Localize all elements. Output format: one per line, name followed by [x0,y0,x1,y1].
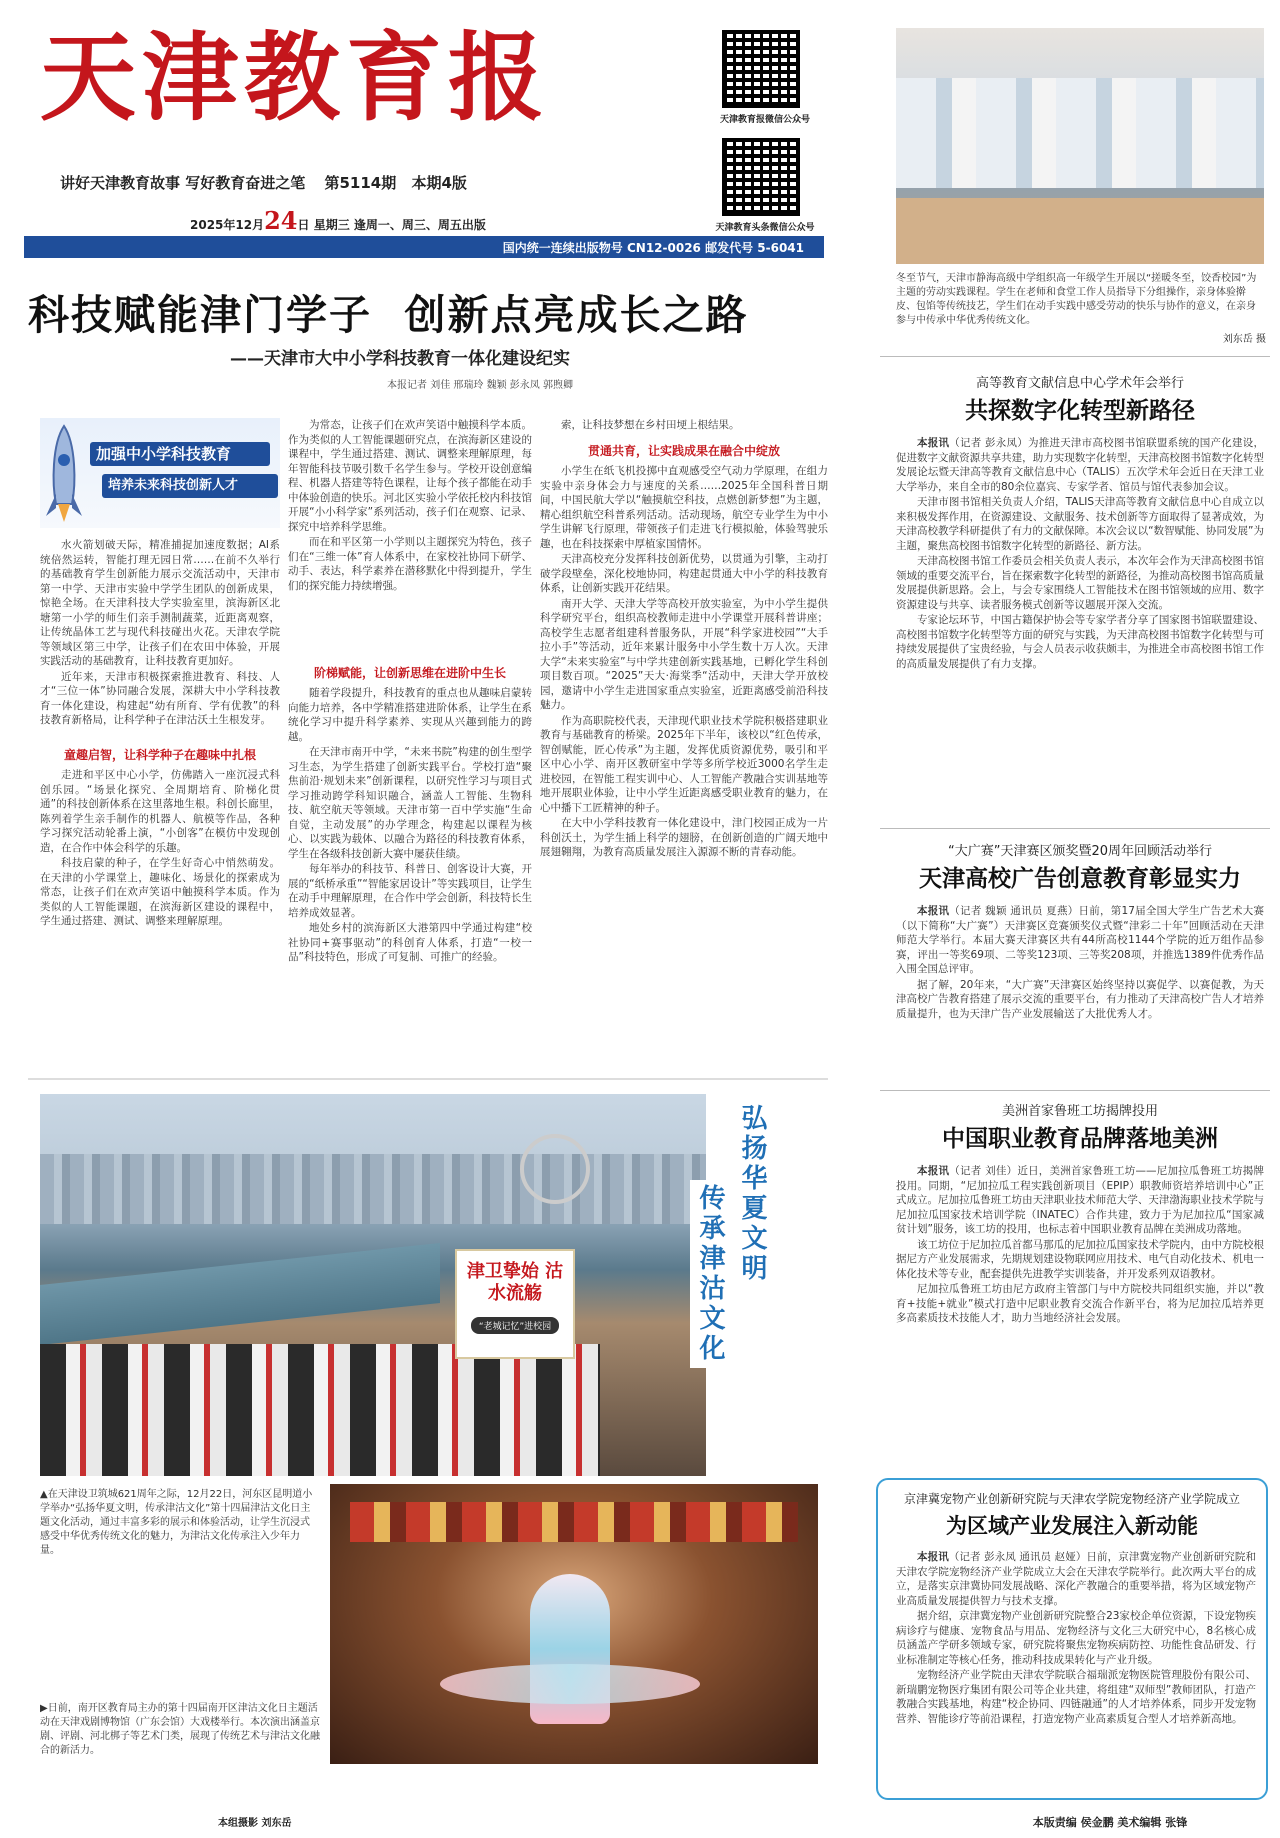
badge-line-1: 加强中小学科技教育 [90,442,270,466]
article3-headline: 中国职业教育品牌落地美洲 [942,1126,1218,1152]
masthead-title: 天津教育报 [40,21,550,134]
article2-headline: 天津高校广告创意教育彰显实力 [919,866,1241,892]
photo-wheel [520,1134,590,1204]
masthead-slogan-line [60,172,700,193]
lead-headline: 科技赋能津门学子 创新点亮成长之路 [28,291,749,339]
date-day: 24 [264,206,298,235]
right-divider-1 [880,356,1270,357]
photo-skyline [40,1154,706,1224]
right-divider-3 [880,1090,1270,1091]
photo-students-row [896,78,1264,188]
article2-kicker: “大广赛”天津赛区颁奖暨20周年回顾活动举行 [947,844,1212,859]
top-photo-credit: 刘东岳 摄 [1222,334,1266,345]
photo-credit: 本组摄影 刘东岳 [218,1818,292,1829]
photo-sign-title: 津卫挚始 沽水流觞 [466,1261,564,1304]
page-footer-editors: 本版责编 侯金鹏 美术编辑 张锋 [1032,1816,1188,1829]
photo-table [896,198,1264,264]
badge-line-2: 培养未来科技创新人才 [102,474,278,498]
photo-dumpling-class[interactable] [896,28,1264,264]
right-divider-2 [880,828,1270,829]
registration-bar: 国内统一连续出版物号 CN12-0026 邮发代号 5-6041 [24,236,824,258]
vertical-title-1: 弘扬华夏文明 [737,1104,767,1284]
lead-column-3b: 小学生在纸飞机投掷中直观感受空气动力学原理，在组力实验中亲身体会力与速度的关系……2025年全国科普日期间，中国民航大学以“触摸航空科技，点燃创新梦想”为主题，精心组织航空科普系列活动。活动现场，航空专业学生为中小学生讲解飞行原理，带领孩子们走进飞行模拟舱，体验驾驶乐趣，也在科技探索中厚植家国情怀。 天津高校充分发挥科技创新优势，以贯通为引擎，主动打破学段壁垒，深化校地协同，构建起贯通大中小学的科技教育体系，让创新实践开花结果。 南开大学、天津大学等高校开放实验室，为中小学生提供科学研究平台，组织高校教师走进中小学课堂开展科普讲座；高校学生志愿者组建科普服务队，开展“科学家进校园”“大手拉小手”等活动，近年来累计服务中小学生数十万人次。天津大学“未来实验室”与中学共建创新实践基地，已孵化学生科创项目数百项。“2025”天大·海棠季“活动中，天津大学开放校园，邀请中小学生走进国家重点实验室，近距离感受前沿科技魅力。 作为高职院校代表，天津现代职业技术学院积极搭建职业教育与基础教育的桥梁。2025年下半年，该校以“红色传承，智创赋能，匠心传承”为主题，发挥优质资源优势，吸引和平区中心小学、南开区教研室中学等多所学校近3000名学生走进校园，在智能工程实训中心、人工智能产教融合实训基地等地开展职业体验，让中小学生近距离感受职业教育的魅力，在心中播下工匠精神的种子。 在大中小学科技教育一体化建设中，津门校园正成为一片科创沃土，为学生插上科学的翅膀，在创新创造的广阔天地中展翅翱翔，为教育高质量发展注入源源不断的青春动能。 [540,465,828,858]
article3-kicker: 美洲首家鲁班工坊揭牌投用 [1001,1104,1158,1119]
article3-body: 本报讯（记者 刘佳）近日，美洲首家鲁班工坊——尼加拉瓜鲁班工坊揭牌投用。同期，“尼加拉瓜工程实践创新项目（EPIP）职教师资培养培训中心”正式成立。尼加拉瓜鲁班工坊由天津职业技术师范大学、天津渤海职业技术学院与尼加拉瓜国家技术培训学院（INATEC）合作共建，致力于为尼加拉瓜“国家减贫计划”服务，该工坊的投用，也标志着中国职业教育品牌在美洲成功落地。 该工坊位于尼加拉瓜首都马那瓜的尼加拉瓜国家技术学院内，由中方院校根据尼方产业发展需求，先期规划建设物联网应用技术、电气自动化技术、机电一体化技术等专业，配套提供先进教学实训装备，并开发系列双语教材。 尼加拉瓜鲁班工坊由尼方政府主管部门与中方院校共同组织实施，并以“教育+技能+就业”模式打造中尼职业教育交流合作新平台，将为尼加拉瓜培养更多高素质技术技能人才，助力当地经济社会发展。 [896,1165,1264,1324]
qr-label-toutiao: 天津教育头条微信公众号 [715,223,815,233]
article2-body: 本报讯（记者 魏颖 通讯员 夏燕）日前，第17届全国大学生广告艺术大赛（以下简称“大广赛”）天津赛区竞赛颁奖仪式暨“津彩二十年”回顾活动在天津师范大学举行。本届大赛天津赛区共有44所高校1144个学院的近万组作品参赛，评出一等奖69项、二等奖123项、三等奖208项，并推选1389件优秀作品入围全国总评审。 据了解，20年来，“大广赛”天津赛区始终坚持以赛促学、以赛促教，为天津高校广告教育搭建了展示交流的重要平台，有力推动了天津高校广告人才培养质量提升，也为天津广告产业发展输送了大批优秀人才。 [896,905,1264,1020]
lead-badge-illustration [40,418,280,528]
lead-byline: 本报记者 刘佳 邢瑞玲 魏颖 彭永凤 郭煦卿 [387,380,573,391]
photo-cityscape-event[interactable] [40,1094,706,1476]
article4-headline: 为区域产业发展注入新动能 [946,1514,1198,1538]
photo-stage-lanterns [350,1502,798,1542]
photo-sign [455,1249,575,1359]
qr-code-toutiao[interactable] [722,138,800,216]
lead-subhead-2: 阶梯赋能，让创新思维在进阶中生长 [313,666,506,680]
photo-river [40,1243,440,1345]
photo-caption-2: ▶日前，南开区教育局主办的第十四届南开区津沽文化日主题活动在天津戏剧博物馆（广东会馆）大戏楼举行。本次演出涵盖京剧、评剧、河北梆子等艺术门类，展现了传统艺术与津沽文化融合的新活力。 [40,1703,320,1756]
masthead-slogan: 讲好天津教育故事 写好教育奋进之笔 [60,174,306,192]
lead-column-2: 为常态，让孩子们在欢声笑语中触摸科学本质。作为类似的人工智能课题研究点，在滨海新区建设的课程中，学生通过搭建、测试、调整来理解原理，每年智能科技节吸引数千名学生参与。学校开设创意编程、机器人搭建等特色课程，让每个孩子都能在动手中体验创造的快乐。河北区实验小学依托校内科技馆开展“小小科学家”系列活动，孩子们在观察、记录、探究中培养科学思维。 而在和平区第一小学则以主题探究为特色，孩子们在“三维一体”育人体系中，在家校社协同下研学、动手、表达，科学素养在潜移默化中得到提升，学生们的探究能力持续增强。 [288,419,532,592]
vertical-title-2-visible: 传承津沽文化 [690,1180,731,1368]
photo-sleeves [440,1664,700,1704]
lead-subtitle: ——天津市大中小学科技教育一体化建设纪实 [230,349,570,369]
lead-subhead-3: 贯通共育，让实践成果在融合中绽放 [587,444,780,458]
lead-column-2b: 随着学段提升，科技教育的重点也从趣味启蒙转向能力培养，各中学精准搭建进阶体系，让学生在系统化学习中提升科学素养、实现从兴趣到能力的跨越。 在天津市南开中学，“未来书院”构建的创生型学习生态，为学生搭建了创新实践平台。学校打造“聚焦前沿·规划未来”创新课程，以研究性学习与项目式学习推动跨学科知识融合，涵盖人工智能、生物科技、航空航天等领域。天津市第一百中学实施“生命自觉，主动发展”的办学理念，构建起以课程为核心、以实践为载体、以融合为路径的科技教育体系，学生在各级科技创新大赛中屡获佳绩。 每年举办的科技节、科普日、创客设计大赛，开展的“纸桥承重”“智能家居设计”等实践项目，让学生在动手中理解原理，在合作中学会创新，科技特长生培养成效显著。 地处乡村的滨海新区大港第四中学通过构建“校社协同+赛事驱动”的科创育人体系，打造“一校一品”科技特色，形成了可复制、可推广的经验。 [288,687,532,963]
rocket-icon [44,424,84,524]
top-photo-caption: 冬至节气，天津市静海高级中学组织高一年级学生开展以“搓暖冬至，饺香校园”为主题的劳动实践课程。学生在老师和食堂工作人员指导下分组操作，亲身体验擀皮、包馅等传统技艺，学生们在动手实践中感受劳动的快乐与协作的意义，在亲身参与中传承中华优秀传统文化。 [896,273,1257,326]
photo-opera-stage[interactable] [330,1484,818,1764]
lead-column-1b: 走进和平区中心小学，仿佛踏入一座沉浸式科创乐园。“场景化探究、全周期培育、阶梯化贯通”的科技创新体系在这里落地生根。科创长廊里，陈列着学生亲手制作的机器人、航模等作品，各种学习探究活动轮番上演，“小创客”在模仿中发现创造，在合作中体会科学的乐趣。 科技启蒙的种子，在学生好奇心中悄然萌发。在天津的小学课堂上，趣味化、场景化的探索成为常态，让孩子们在欢声笑语中触摸科学本质。作为类似的人工智能课题，在滨海新区建设的课程中，学生通过搭建、测试、调整来理解原理。 [40,769,280,927]
qr-code-wechat[interactable] [722,30,800,108]
lead-column-3: 索，让科技梦想在乡村田埂上根结果。 [561,419,740,431]
masthead-date: 2025年12月24日 星期三 逢周一、周三、周五出版 [190,206,486,235]
article4-kicker: 京津冀宠物产业创新研究院与天津农学院宠物经济产业学院成立 [903,1492,1240,1506]
photo-caption-1: ▲在天津设卫筑城621周年之际，12月22日，河东区昆明道小学举办“弘扬华夏文明，传承津沽文化”第十四届津沽文化日主题文化活动，通过丰富多彩的展示和体验活动，让学生沉浸式感受中华优秀传统文化的魅力，为津沽文化传承注入少年力量。 [40,1489,313,1556]
issue-number: 第5114期 [324,174,397,192]
photo-students-group [40,1344,600,1476]
article1-kicker: 高等教育文献信息中心学术年会举行 [975,376,1184,391]
photo-sign-subtitle: “老城记忆”进校园 [471,1317,559,1334]
article4-body: 本报讯（记者 彭永凤 通讯员 赵娅）日前，京津冀宠物产业创新研究院和天津农学院宠物经济产业学院成立大会在天津农学院举行。此次两大平台的成立，是落实京津冀协同发展战略、深化产教融合的重要举措，将为区域宠物产业高质量发展提供智力与技术支撑。 据介绍，京津冀宠物产业创新研究院整合23家校企单位资源，下设宠物疾病诊疗与健康、宠物食品与用品、宠物经济与文化三大研究中心，8名核心成员涵盖产学研多领域专家，研究院将聚焦宠物疾病防控、功能性食品研发、行业标准制定等核心任务，推动科技成果转化与产业升级。 宠物经济产业学院由天津农学院联合福瑞派宠物医院管理股份有限公司、新瑞鹏宠物医疗集团有限公司等企业共建，将组建“双师型”教师团队，打造产教融合实践基地，构建“校企协同、四链融通”的人才培养体系，同步开发宠物营养、智能诊疗等前沿课程，打造宠物产业高素质复合型人才培养新高地。 [896,1551,1256,1725]
lead-subhead-1: 童趣启智，让科学种子在趣味中扎根 [63,748,256,762]
qr-label-wechat: 天津教育报微信公众号 [719,115,810,125]
page-count: 本期4版 [411,174,467,192]
article1-headline: 共探数字化转型新路径 [965,398,1195,424]
article1-body: 本报讯（记者 彭永凤）为推进天津市高校图书馆联盟系统的国产化建设，促进数字文献资源共享共建，助力实现数字化转型，天津高校图书馆数字化转型发展论坛暨天津高等教育文献信息中心（TALIS）五次学术年会近日在天津工业大学举办，来自全市的80余位嘉宾、专家学者、馆员与馆代表参加会议。 天津市图书馆相关负责人介绍，TALIS天津高等教育文献信息中心自成立以来积极发挥作用，在资源建设、文献服务、技术创新等方面取得了显著成效，为天津高校教学科研提供了有力的文献保障。本次会议以“数智赋能、协同发展”为主题，聚焦高校图书馆数字化转型的新路径、新方法。 天津高校图书馆工作委员会相关负责人表示，本次年会作为天津高校图书馆领域的重要交流平台，旨在探索数字化转型的新路径，为推动高校图书馆高质量发展提供新思路。会上，与会专家围绕人工智能技术在图书馆领域的应用、数字资源建设与共享、读者服务模式创新等议题展开深入交流。 专家论坛环节，中国古籍保护协会等专家学者分享了国家图书馆联盟建设、高校图书馆数字化转型等方面的研究与实践，为天津高校图书馆数字化转型与可持续发展提供了宝贵经验，与会人员表示收获颇丰，为推进全市高校图书馆工作的高质量发展提供了有力支撑。 [896,437,1264,670]
lead-column-1: 水火箭划破天际，精准捕捉加速度数据；AI系统倍然运转，智能打理无园日常……在前不久举行的基础教育学生创新能力展示交流活动中，天津市第一中学、天津市实验中学学生团队的创新成果，惊艳全场。在天津科技大学实验室里，滨海新区北塘第一小学的师生们亲手测制蔬菜，近距离观察，让传统晶体工艺与现代科技碰出火花。天津农学院等领域区第三中学，让孩子们在农田中体验，开展实践活动的基础教育，让科技教育更加好。 近年来，天津市积极探索推进教育、科技、人才“三位一体”协同融合发展，深耕大中小学科技教育一体化建设，构建起“幼有所育、学有优教”的科技教育新格局，让科学种子在津沽沃土生根发芽。 [40,539,280,726]
